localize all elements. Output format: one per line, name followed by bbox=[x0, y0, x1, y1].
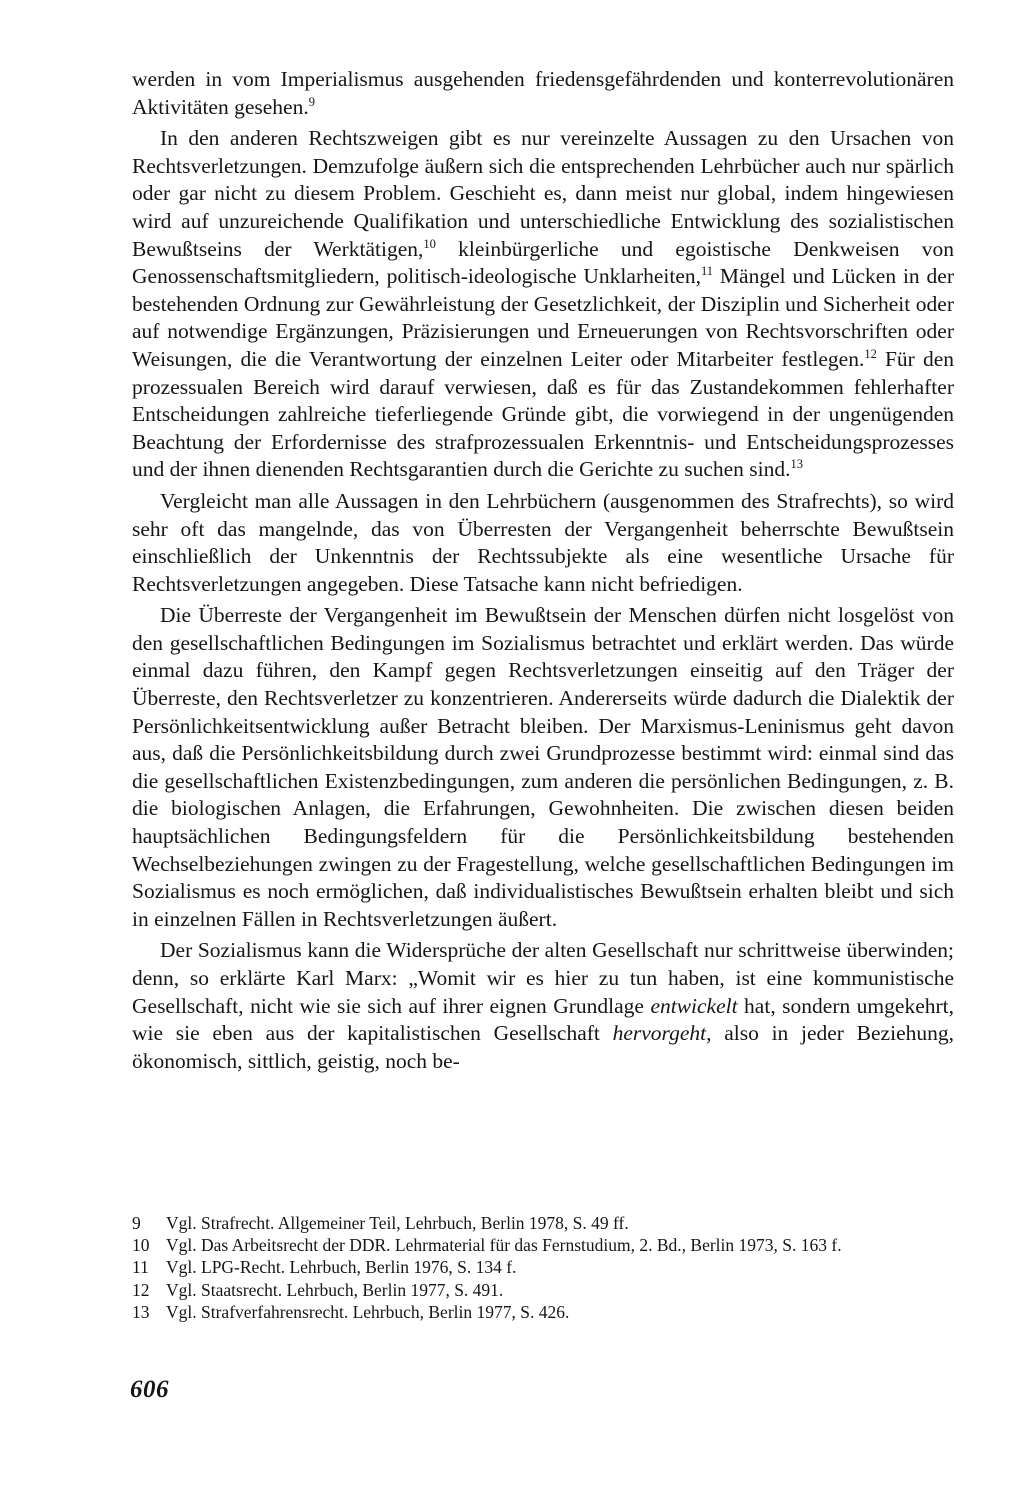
footnote-reference[interactable]: 12 bbox=[864, 346, 877, 361]
footnote-text: Vgl. Strafrecht. Allgemeiner Teil, Lehrbuch, Berlin 1978, S. 49 ff. bbox=[166, 1213, 629, 1233]
footnote-item bbox=[132, 1234, 954, 1256]
footnote-reference[interactable]: 13 bbox=[790, 457, 804, 472]
footnote-number: 12 bbox=[132, 1279, 150, 1300]
footnote-text: Vgl. Staatsrecht. Lehrbuch, Berlin 1977, S. 491. bbox=[166, 1279, 504, 1300]
footnote-text: Vgl. LPG-Recht. Lehrbuch, Berlin 1976, S. 134 f. bbox=[166, 1257, 517, 1278]
paragraph-text: hat, sondern umgekehrt, wie sie eben aus der kapitalistischen Gesellschaft bbox=[132, 993, 955, 1046]
paragraph-marx-quote bbox=[132, 937, 954, 1075]
footnote-item bbox=[132, 1256, 954, 1278]
paragraph-textbook-comparison: Vergleicht man alle Aussagen in den Lehrbüchern (ausgenommen des Strafrechts), so wird sehr oft das mangelnde, das von Überresten der Vergangenheit beherrschte Bewußtsein einschließlich der Unkenntnis der Rechtssubjekte als eine wesentliche Ursache für Rechtsverletzungen angegeben. Diese Tatsache kann nicht befriedigen. bbox=[132, 488, 954, 596]
paragraph-causes-other-branches bbox=[132, 125, 954, 484]
emphasis-text: entwickelt bbox=[650, 993, 738, 1018]
paragraph-text: Mängel und Lücken in der bestehenden Ordnung zur Gewährleistung der Gesetzlichkeit, der Disziplin und Sicherheit oder auf notwendige Ergänzungen, Präzisierungen und Erneuerungen von Rechtsvorschriften oder Weisungen, die die Verantwortung der einzelnen Leiter oder Mitarbeiter festlegen. bbox=[132, 264, 954, 371]
footnote-reference[interactable]: 9 bbox=[308, 94, 315, 109]
footnote-number: 9 bbox=[132, 1213, 141, 1233]
footnote-text: Vgl. Das Arbeitsrecht der DDR. Lehrmaterial für das Fernstudium, 2. Bd., Berlin 1973, S. 163 f. bbox=[166, 1235, 842, 1256]
paragraph-text: werden in vom Imperialismus ausgehenden friedensgefährdenden und konterrevolutionären Aktivitäten gesehen. bbox=[132, 67, 954, 119]
paragraph-continuation bbox=[132, 66, 954, 121]
footnote-text: Vgl. Strafverfahrensrecht. Lehrbuch, Berlin 1977, S. 426. bbox=[166, 1301, 570, 1322]
footnotes bbox=[132, 1212, 954, 1323]
footnote-item bbox=[132, 1301, 954, 1323]
paragraph-text: In den anderen Rechtszweigen gibt es nur vereinzelte Aussagen zu den Ursachen von Rechtsverletzungen. Demzufolge äußern sich die entsprechenden Lehrbücher auch nur spärlich oder gar nicht zu diesem Problem. Geschieht es, dann meist nur global, indem hingewiesen wird auf unzureichende Qualifikation und unterschiedliche Entwicklung des sozialistischen Bewußtseins der Werktätigen, bbox=[132, 126, 954, 261]
footnote-number: 13 bbox=[132, 1301, 150, 1322]
footnote-item bbox=[132, 1279, 954, 1301]
footnote-number: 11 bbox=[132, 1257, 149, 1278]
footnote-number: 10 bbox=[132, 1235, 150, 1256]
main-text bbox=[132, 66, 954, 1079]
page-number: 606 bbox=[130, 1376, 169, 1403]
footnote-reference[interactable]: 10 bbox=[423, 236, 436, 251]
paragraph-text: Der Sozialismus kann die Widersprüche der alten Gesellschaft nur schrittweise überwinden; denn, so erklärte Karl Marx: „Womit wir es hier zu tun haben, ist eine kommunistische Gesellschaft, nicht wie sie sich auf ihrer eignen Grundlage bbox=[132, 938, 954, 1018]
emphasis-text: hervorgeht, bbox=[612, 1021, 712, 1046]
paragraph-text: Für den prozessualen Bereich wird darauf verwiesen, daß es für das Zustandekommen fehlerhafter Entscheidungen zahlreiche tieferliegende Gründe gibt, die vorwiegend in der ungenügenden Beachtung der Erfordernisse des strafprozessualen Erkenntnis- und Entscheidungsprozesses und der ihnen dienenden Rechtsgarantien durch die Gerichte zu suchen sind. bbox=[132, 346, 954, 482]
paragraph-text: kleinbürgerliche und egoistische Denkweisen von Genossenschaftsmitgliedern, politisch-ideologische Unklarheiten, bbox=[132, 236, 954, 289]
paragraph-remnants-of-past: Die Überreste der Vergangenheit im Bewußtsein der Menschen dürfen nicht losgelöst von den gesellschaftlichen Bedingungen im Sozialismus betrachtet und erklärt werden. Das würde einmal dazu führen, den Kampf gegen Rechtsverletzungen einseitig auf den Träger der Überreste, den Rechtsverletzer zu konzentrieren. Andererseits würde dadurch die Dialektik der Persönlichkeitsentwicklung außer Betracht bleiben. Der Marxismus-Leninismus geht davon aus, daß die Persönlichkeitsbildung durch zwei Grundprozesse bestimmt wird: einmal sind das die gesellschaftlichen Existenzbedingungen, zum anderen die persönlichen Bedingungen, z. B. die biologischen Anlagen, die Erfahrungen, Gewohnheiten. Die zwischen diesen beiden hauptsächlichen Bedingungsfeldern für die Persönlichkeitsbildung bestehenden Wechselbeziehungen zwingen zu der Fragestellung, welche gesellschaftlichen Bedingungen im Sozialismus es noch ermöglichen, daß individualistisches Bewußtsein erhalten bleibt und sich in einzelnen Fällen in Rechtsverletzungen äußert. bbox=[132, 603, 954, 931]
footnote-item bbox=[132, 1212, 954, 1234]
paragraph-text: also in jeder Beziehung, ökonomisch, sittlich, geistig, noch be- bbox=[132, 1021, 954, 1073]
footnote-reference[interactable]: 11 bbox=[701, 264, 714, 279]
